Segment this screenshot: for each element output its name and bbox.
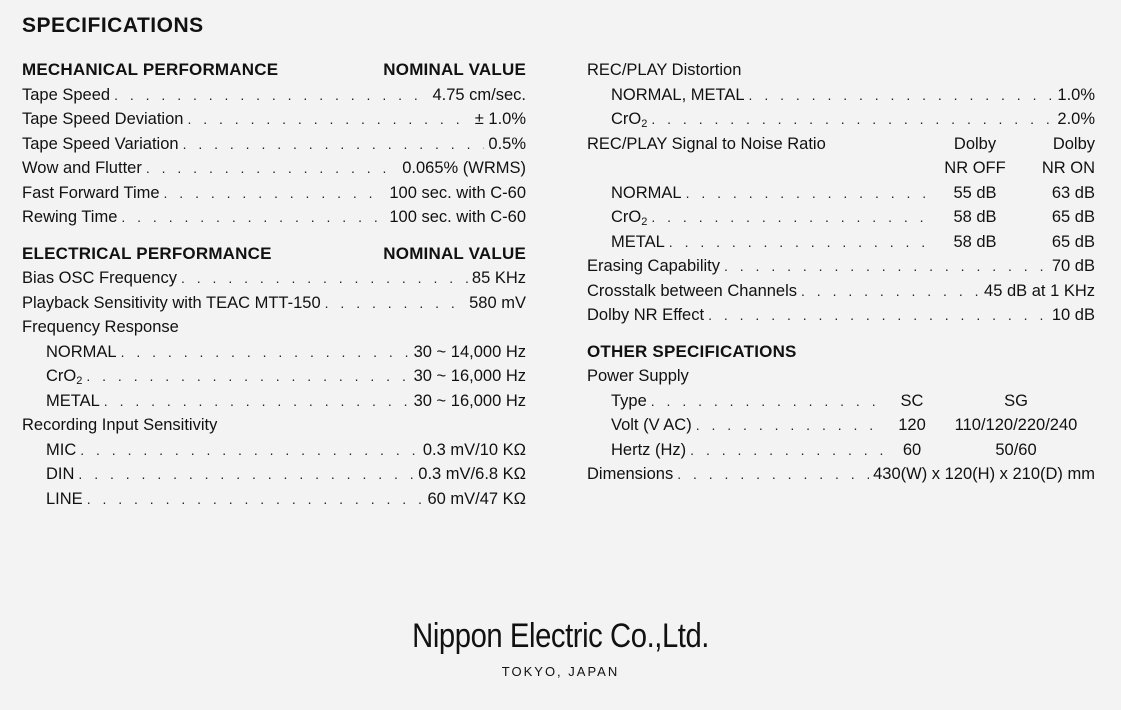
spec-label: NORMAL: [46, 342, 117, 361]
spec-row: [587, 83, 1095, 108]
group-label: Power Supply: [587, 367, 689, 385]
other-heading-row: [587, 340, 1095, 365]
spec-row: [22, 438, 526, 463]
spec-label: Crosstalk between Channels: [587, 281, 798, 300]
snr-col1-top: Dolby: [953, 134, 997, 153]
power-sg-value: SG: [1004, 391, 1028, 410]
spec-label: Tape Speed Variation: [22, 134, 179, 153]
spec-label: CrO$_2$: [46, 367, 83, 387]
spec-value: 0.3 mV/10 KΩ: [422, 440, 526, 459]
electrical-value-heading: NOMINAL VALUE: [383, 243, 526, 263]
spec-row: [22, 132, 526, 157]
spec-label: Dolby NR Effect: [587, 306, 705, 324]
snr-off-value: 58 dB: [953, 232, 997, 251]
group-label: Recording Input Sensitivity: [22, 416, 218, 434]
spec-label: Tape Speed Deviation: [22, 110, 184, 128]
spec-value: ± 1.0%: [474, 110, 526, 128]
spec-row: [22, 107, 526, 132]
right-column: [587, 58, 1095, 487]
snr-col2-bottom: NR ON: [1041, 159, 1095, 177]
spec-row: [587, 107, 1095, 132]
spec-label: NORMAL: [611, 183, 682, 202]
spec-row: [22, 181, 526, 206]
spec-label: CrO$_2$: [611, 208, 648, 228]
spec-value: 30 ~ 16,000 Hz: [413, 391, 526, 410]
spec-row: [587, 254, 1095, 279]
snr-row: [587, 205, 1095, 230]
snr-subheader-row: [587, 156, 1095, 181]
spec-row: [22, 462, 526, 487]
spec-value: 30 ~ 16,000 Hz: [413, 367, 526, 385]
spec-row: [22, 340, 526, 365]
power-sg-value: 50/60: [995, 440, 1037, 459]
company-location: TOKYO, JAPAN: [501, 664, 620, 679]
snr-row: [587, 181, 1095, 206]
spec-label: Type: [611, 391, 647, 410]
spec-row: [587, 303, 1095, 328]
power-sc-value: SC: [900, 391, 924, 410]
power-row: [587, 413, 1095, 438]
company-name: Nippon Electric Co.,Ltd.: [412, 617, 709, 655]
spec-row: [22, 156, 526, 181]
snr-off-value: 58 dB: [953, 208, 997, 226]
spec-label: LINE: [46, 489, 83, 508]
spec-value: 2.0%: [1057, 110, 1095, 128]
spec-label: Dimensions: [587, 465, 674, 483]
spec-value: 430(W) x 120(H) x 210(D) mm: [873, 465, 1095, 483]
spec-label: Erasing Capability: [587, 257, 720, 275]
spec-row: [22, 205, 526, 230]
spec-row: [22, 266, 526, 291]
spec-value: 4.75 cm/sec.: [432, 85, 526, 104]
spec-label: Tape Speed: [22, 85, 111, 104]
spec-value: 100 sec. with C-60: [389, 183, 526, 202]
spec-label: DIN: [46, 465, 75, 483]
spec-value: 1.0%: [1057, 85, 1095, 104]
snr-row: [587, 230, 1095, 255]
group-label: Frequency Response: [22, 318, 179, 336]
power-row: [587, 389, 1095, 414]
spec-label: Fast Forward Time: [22, 183, 160, 202]
left-column: [22, 58, 526, 511]
power-sc-value: 120: [898, 416, 926, 434]
spec-value: 30 ~ 14,000 Hz: [413, 342, 526, 361]
spec-label: Bias OSC Frequency: [22, 269, 177, 287]
group-label-row: [22, 413, 526, 438]
group-label-row: [22, 315, 526, 340]
spec-value: 0.5%: [488, 134, 526, 153]
group-label: REC/PLAY Distortion: [587, 61, 742, 79]
power-sc-value: 60: [902, 440, 922, 459]
spec-value: 100 sec. with C-60: [389, 208, 526, 226]
snr-col2-top: Dolby: [1052, 134, 1095, 153]
snr-on-value: 63 dB: [1051, 183, 1095, 202]
group-label-row: [587, 364, 1095, 389]
spec-row: [22, 364, 526, 389]
spec-label: METAL: [46, 391, 100, 410]
group-label-row: [587, 58, 1095, 83]
spec-value: 0.065% (WRMS): [402, 159, 526, 177]
snr-header-row: [587, 132, 1095, 157]
mechanical-heading-row: [22, 58, 526, 83]
mechanical-heading: MECHANICAL PERFORMANCE: [22, 60, 279, 79]
spec-label: Playback Sensitivity with TEAC MTT-150: [22, 293, 321, 312]
snr-on-value: 65 dB: [1051, 232, 1095, 251]
page-title: SPECIFICATIONS: [22, 14, 204, 37]
spec-row: [587, 279, 1095, 304]
spec-value: 45 dB at 1 KHz: [984, 281, 1095, 300]
spec-label: Volt (V AC): [611, 416, 692, 434]
snr-col1-bottom: NR OFF: [944, 159, 1006, 177]
spec-label: CrO$_2$: [611, 110, 648, 130]
spec-row: [22, 487, 526, 512]
spec-value: 85 KHz: [471, 269, 526, 287]
spec-label: MIC: [46, 440, 77, 459]
electrical-heading-row: [22, 242, 526, 267]
spec-label: NORMAL, METAL: [611, 85, 745, 104]
spec-value: 0.3 mV/6.8 KΩ: [418, 465, 526, 483]
snr-off-value: 55 dB: [953, 183, 997, 202]
spec-row: [587, 462, 1095, 487]
power-row: [587, 438, 1095, 463]
spec-label: METAL: [611, 232, 665, 251]
spec-row: [22, 291, 526, 316]
snr-on-value: 65 dB: [1051, 208, 1095, 226]
spec-row: [22, 83, 526, 108]
other-heading: OTHER SPECIFICATIONS: [587, 341, 797, 361]
spec-value: 580 mV: [469, 293, 526, 312]
spec-row: [22, 389, 526, 414]
spec-label: Wow and Flutter: [22, 159, 142, 177]
spec-value: 10 dB: [1051, 306, 1095, 324]
footer: [0, 617, 1121, 679]
spec-value: 60 mV/47 KΩ: [427, 489, 526, 508]
spec-value: 70 dB: [1051, 257, 1095, 275]
mechanical-value-heading: NOMINAL VALUE: [383, 60, 526, 79]
group-label: REC/PLAY Signal to Noise Ratio: [587, 134, 826, 153]
spec-label: Hertz (Hz): [611, 440, 687, 459]
power-sg-value: 110/120/220/240: [954, 416, 1078, 434]
spec-label: Rewing Time: [22, 208, 118, 226]
electrical-heading: ELECTRICAL PERFORMANCE: [22, 243, 272, 263]
